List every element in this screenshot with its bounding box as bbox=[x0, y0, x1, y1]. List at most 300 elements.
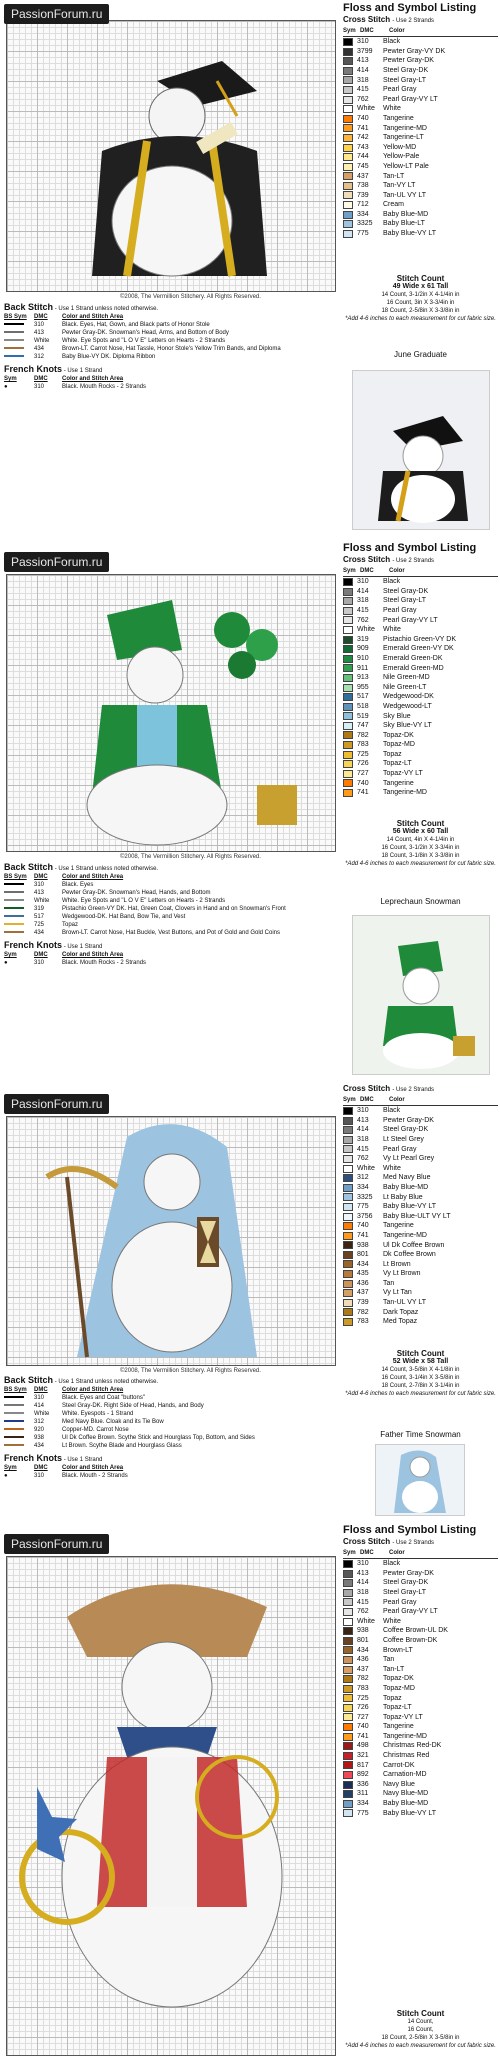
floss-dmc: 414 bbox=[357, 1126, 369, 1134]
floss-dmc: 938 bbox=[357, 1627, 369, 1635]
floss-dmc: 782 bbox=[357, 1675, 369, 1683]
backstitch-title: Back Stitch bbox=[4, 1375, 54, 1385]
floss-row bbox=[343, 587, 498, 597]
floss-dmc: 517 bbox=[357, 693, 369, 701]
bs-area: Pistachio Green-VY DK. Hat, Green Coat, Clovers in Hand and on Snowman's Front bbox=[62, 906, 286, 912]
floss-color: Sky Blue bbox=[383, 712, 411, 720]
floss-color: Pewter Gray-DK bbox=[383, 1569, 434, 1577]
floss-dmc: 334 bbox=[357, 1183, 369, 1191]
floss-row bbox=[343, 1106, 498, 1116]
floss-color: Tan-LT bbox=[383, 172, 405, 180]
floss-color: Vy Lt Tan bbox=[383, 1289, 412, 1297]
header-dmc: DMC bbox=[360, 27, 374, 34]
floss-symbol-icon bbox=[343, 1289, 353, 1297]
bs-area: Copper-MD. Carrot Nose bbox=[62, 1427, 129, 1433]
floss-symbol-icon bbox=[343, 770, 353, 778]
floss-row bbox=[343, 1665, 498, 1675]
floss-row bbox=[343, 673, 498, 683]
header-dmc: DMC bbox=[34, 314, 48, 320]
fabric-note: *Add 4-6 inches to each measurement for cut fabric size. bbox=[345, 2043, 496, 2049]
floss-dmc: 747 bbox=[357, 722, 369, 730]
floss-symbol-icon bbox=[343, 1646, 353, 1654]
snowman-father-time-figure bbox=[7, 1117, 337, 1367]
floss-symbol-icon bbox=[343, 1656, 353, 1664]
floss-dmc: 415 bbox=[357, 86, 369, 94]
floss-symbol-icon bbox=[343, 67, 353, 75]
floss-color: Tangerine-MD bbox=[383, 789, 427, 797]
floss-row bbox=[343, 1231, 498, 1241]
floss-dmc: 312 bbox=[357, 1174, 369, 1182]
floss-dmc: 783 bbox=[357, 741, 369, 749]
count-line: 16 Count, 3-1/2in X 3-3/4in in bbox=[381, 845, 460, 851]
floss-row bbox=[343, 596, 498, 606]
floss-color: Tan-UL VY LT bbox=[383, 1299, 427, 1307]
fk-dmc: 310 bbox=[34, 960, 45, 966]
floss-color: White bbox=[383, 1164, 401, 1172]
floss-row bbox=[343, 1154, 498, 1164]
floss-dmc: 909 bbox=[357, 645, 369, 653]
count-line: 18 Count, 2-5/8in X 3-5/8in in bbox=[381, 2035, 460, 2041]
floss-dmc: 519 bbox=[357, 712, 369, 720]
floss-dmc: White bbox=[357, 626, 375, 634]
floss-symbol-icon bbox=[343, 664, 353, 672]
floss-row bbox=[343, 1241, 498, 1251]
floss-dmc: 310 bbox=[357, 578, 369, 586]
floss-color: Tangerine-MD bbox=[383, 1231, 427, 1239]
floss-color: Med Topaz bbox=[383, 1318, 418, 1326]
bs-area: Pewter Gray-DK. Snowman's Head, Arms, and Bottom of Body bbox=[62, 330, 229, 336]
floss-row bbox=[343, 1626, 498, 1636]
floss-row bbox=[343, 1135, 498, 1145]
floss-color: Tan bbox=[383, 1656, 395, 1664]
bs-dmc: 434 bbox=[34, 1443, 45, 1449]
floss-color: Steel Gray-LT bbox=[383, 597, 427, 605]
floss-dmc: 727 bbox=[357, 1713, 369, 1721]
finished-thumbnail bbox=[352, 915, 490, 1075]
bs-area: Black. Eyes bbox=[62, 882, 94, 888]
stitch-count bbox=[343, 820, 498, 868]
floss-row bbox=[343, 229, 498, 239]
floss-dmc: 913 bbox=[357, 674, 369, 682]
floss-symbol-icon bbox=[343, 1704, 353, 1712]
floss-symbol-icon bbox=[343, 201, 353, 209]
pattern-cowboy-snowman bbox=[0, 1522, 500, 2063]
backstitch-legend: Back Stitch - Use 1 Strand unless noted otherwise. BS Sym DMC Color and Stitch Area 310 Black. Eyes, Hat, Gown, and Black parts of Honor Stole 413 Pewter Gray-DK. Snowman's Head, Arms, and Bottom of Body White White. Eye Spots and "L O V E" Letters on Hearts - 2 Strands 434 Brown-LT. Carrot Nose, Hat Tassle, Honor Stole's Yellow Trim Bands, and Diploma 312 Baby Blue-VY DK. Diploma Ribbon French Knots - Use 1 Strand Sym DMC Color and Stitch Area ● 310 Black. Mouth Rocks - 2 Strands bbox=[4, 302, 281, 390]
header-dmc: DMC bbox=[360, 1549, 374, 1556]
floss-dmc: 3325 bbox=[357, 220, 373, 228]
stitch-count-title: Stitch Count bbox=[396, 1349, 445, 1358]
floss-symbol-icon bbox=[343, 1694, 353, 1702]
fk-area: Black. Mouth Rocks - 2 Strands bbox=[62, 960, 147, 966]
floss-dmc: 310 bbox=[357, 1107, 369, 1115]
floss-dmc: White bbox=[357, 105, 375, 113]
header-color: Color bbox=[389, 1096, 405, 1103]
cross-stitch-title: Cross Stitch bbox=[343, 1084, 391, 1093]
floss-row bbox=[343, 191, 498, 201]
floss-color: Pewter Gray-DK bbox=[383, 57, 434, 65]
floss-color: Tan-UL VY LT bbox=[383, 191, 427, 199]
floss-row bbox=[343, 1193, 498, 1203]
floss-dmc: 740 bbox=[357, 1222, 369, 1230]
count-line: 16 Count, bbox=[407, 2027, 434, 2033]
pattern-caption: Leprechaun Snowman bbox=[380, 897, 461, 906]
floss-color: Topaz-MD bbox=[383, 1684, 415, 1692]
bs-dmc: 725 bbox=[34, 922, 45, 928]
floss-symbol-icon bbox=[343, 1733, 353, 1741]
header-color: Color bbox=[389, 27, 405, 34]
floss-dmc: 740 bbox=[357, 114, 369, 122]
floss-row bbox=[343, 721, 498, 731]
floss-dmc: 725 bbox=[357, 1694, 369, 1702]
floss-row bbox=[343, 1269, 498, 1279]
floss-row bbox=[343, 1684, 498, 1694]
watermark: PassionForum.ru bbox=[4, 552, 109, 572]
floss-color: Navy Blue-MD bbox=[383, 1790, 429, 1798]
floss-symbol-icon bbox=[343, 779, 353, 787]
backstitch-note: - Use 1 Strand unless noted otherwise. bbox=[54, 1379, 159, 1385]
french-knots-title: French Knots bbox=[4, 1453, 63, 1463]
floss-color: Pearl Gray bbox=[383, 1598, 417, 1606]
floss-dmc: 762 bbox=[357, 1608, 369, 1616]
floss-symbol-icon bbox=[343, 722, 353, 730]
floss-color: Carrot-DK bbox=[383, 1761, 415, 1769]
fk-area: Black. Mouth - 2 Strands bbox=[62, 1473, 128, 1479]
floss-symbol-icon bbox=[343, 172, 353, 180]
floss-symbol-icon bbox=[343, 741, 353, 749]
floss-symbol-icon bbox=[343, 1299, 353, 1307]
floss-dmc: 801 bbox=[357, 1251, 369, 1259]
floss-row bbox=[343, 1317, 498, 1327]
floss-row bbox=[343, 1703, 498, 1713]
floss-symbol-icon bbox=[343, 1145, 353, 1153]
floss-dmc: 955 bbox=[357, 683, 369, 691]
floss-symbol-icon bbox=[343, 1589, 353, 1597]
floss-row bbox=[343, 1761, 498, 1771]
floss-row bbox=[343, 683, 498, 693]
floss-dmc: 437 bbox=[357, 1289, 369, 1297]
watermark: PassionForum.ru bbox=[4, 1094, 109, 1114]
floss-dmc: 740 bbox=[357, 1723, 369, 1731]
backstitch-title: Back Stitch bbox=[4, 302, 54, 312]
floss-row bbox=[343, 1751, 498, 1761]
floss-dmc: 782 bbox=[357, 1308, 369, 1316]
floss-row bbox=[343, 1173, 498, 1183]
count-line: 18 Count, 2-5/8in X 3-3/8in in bbox=[381, 308, 460, 314]
floss-color: Tangerine bbox=[383, 114, 414, 122]
floss-row bbox=[343, 152, 498, 162]
floss-symbol-icon bbox=[343, 1579, 353, 1587]
floss-row bbox=[343, 56, 498, 66]
floss-symbol-icon bbox=[343, 693, 353, 701]
bs-dmc: 938 bbox=[34, 1435, 45, 1441]
floss-symbol-icon bbox=[343, 636, 353, 644]
floss-dmc: 321 bbox=[357, 1752, 369, 1760]
header-color: Color bbox=[389, 1549, 405, 1556]
count-line: 14 Count, 4in X 4-1/4in in bbox=[386, 837, 455, 843]
floss-dmc: 817 bbox=[357, 1761, 369, 1769]
floss-symbol-icon bbox=[343, 1618, 353, 1626]
floss-color: Baby Blue-VY LT bbox=[383, 1809, 437, 1817]
header-sym: Sym bbox=[4, 1465, 17, 1471]
floss-row bbox=[343, 76, 498, 86]
floss-dmc: 783 bbox=[357, 1318, 369, 1326]
french-knots-title: French Knots bbox=[4, 940, 63, 950]
snowman-leprechaun-figure bbox=[7, 575, 337, 853]
floss-symbol-icon bbox=[343, 1174, 353, 1182]
floss-dmc: 334 bbox=[357, 1800, 369, 1808]
pattern-leprechaun-snowman bbox=[0, 540, 500, 1082]
bs-area: Topaz bbox=[62, 922, 79, 928]
floss-color: Baby Blue-MD bbox=[383, 1183, 429, 1191]
floss-symbol-icon bbox=[343, 1213, 353, 1221]
floss-color: Tangerine bbox=[383, 1222, 414, 1230]
floss-color: Tangerine bbox=[383, 779, 414, 787]
floss-color: Tan bbox=[383, 1279, 395, 1287]
floss-row bbox=[343, 664, 498, 674]
floss-row bbox=[343, 104, 498, 114]
floss-color: Pewter Gray-VY DK bbox=[383, 47, 446, 55]
floss-row bbox=[343, 712, 498, 722]
floss-row bbox=[343, 1202, 498, 1212]
floss-row bbox=[343, 1713, 498, 1723]
floss-symbol-icon bbox=[343, 760, 353, 768]
floss-dmc: 712 bbox=[357, 201, 369, 209]
floss-symbol-icon bbox=[343, 211, 353, 219]
floss-dmc: 892 bbox=[357, 1771, 369, 1779]
floss-color: Brown-LT bbox=[383, 1646, 413, 1654]
floss-color: Tangerine-MD bbox=[383, 1732, 427, 1740]
stitch-count bbox=[343, 1350, 498, 1398]
bs-area: Baby Blue-VY DK. Diploma Ribbon bbox=[62, 354, 156, 360]
bs-area: White. Eye Spots and "L O V E" Letters on Hearts - 2 Strands bbox=[62, 338, 226, 344]
bs-area: Wedgewood-DK. Hat Band, Bow Tie, and Vest bbox=[62, 914, 186, 920]
floss-dmc: 741 bbox=[357, 1231, 369, 1239]
floss-row bbox=[343, 1607, 498, 1617]
floss-dmc: 762 bbox=[357, 95, 369, 103]
floss-row bbox=[343, 210, 498, 220]
floss-symbol-icon bbox=[343, 1675, 353, 1683]
floss-row bbox=[343, 1588, 498, 1598]
french-knots-title: French Knots bbox=[4, 364, 63, 374]
stitch-count bbox=[343, 275, 498, 323]
floss-color: Nile Green-LT bbox=[383, 683, 427, 691]
floss-color: Steel Gray-DK bbox=[383, 1126, 429, 1134]
floss-color: Christmas Red-DK bbox=[383, 1742, 442, 1750]
bs-area: Brown-LT. Carrot Nose, Hat Tassle, Honor Stole's Yellow Trim Bands, and Diploma bbox=[62, 346, 281, 352]
fk-dmc: 310 bbox=[34, 1473, 45, 1479]
floss-symbol-icon bbox=[343, 144, 353, 152]
floss-color: Vy Lt Pearl Grey bbox=[383, 1155, 435, 1163]
floss-dmc: 310 bbox=[357, 1560, 369, 1568]
floss-dmc: 435 bbox=[357, 1270, 369, 1278]
floss-dmc: 782 bbox=[357, 731, 369, 739]
floss-dmc: 415 bbox=[357, 606, 369, 614]
floss-color: White bbox=[383, 105, 401, 113]
floss-color: Pewter Gray-DK bbox=[383, 1116, 434, 1124]
floss-dmc: 3756 bbox=[357, 1212, 373, 1220]
floss-dmc: 437 bbox=[357, 1665, 369, 1673]
floss-color: Steel Gray-DK bbox=[383, 587, 429, 595]
floss-row bbox=[343, 654, 498, 664]
floss-panel bbox=[343, 1524, 498, 1818]
floss-color: Baby Blue-MD bbox=[383, 1800, 429, 1808]
floss-color: Baby Blue-LT bbox=[383, 220, 425, 228]
floss-symbol-icon bbox=[343, 712, 353, 720]
floss-color: Pistachio Green-VY DK bbox=[383, 635, 457, 643]
stitch-count-title: Stitch Count bbox=[396, 274, 445, 283]
bs-area: Brown-LT. Carrot Nose, Hat Buckle, Vest Buttons, and Pot of Gold and Gold Coins bbox=[62, 930, 280, 936]
backstitch-legend: Back Stitch - Use 1 Strand unless noted otherwise. BS Sym DMC Color and Stitch Area 310 Black. Eyes 413 Pewter Gray-DK. Snowman's Head, Hands, and Bottom White White. Eye Spots and "L O V E" Letters on Hearts - 2 Strands 319 Pistachio Green-VY DK. Hat, Green Coat, Clovers in Hand and on Snowman's Front 517 Wedgewood-DK. Hat Band, Bow Tie, and Vest 725 Topaz 434 Brown-LT. Carrot Nose, Hat Buckle, Vest Buttons, and Pot of Gold and Gold Coins French Knots - Use 1 Strand Sym DMC Color and Stitch Area ● 310 Black. Mouth Rocks - 2 Strands bbox=[4, 862, 286, 966]
stitch-count-size: 52 Wide x 58 Tall bbox=[392, 1358, 449, 1365]
bs-area: Ul Dk Coffee Brown. Scythe Stick and Hourglass Top, Bottom, and Sides bbox=[62, 1435, 255, 1441]
floss-dmc: 413 bbox=[357, 1569, 369, 1577]
floss-panel bbox=[343, 542, 498, 798]
floss-dmc: 775 bbox=[357, 230, 369, 238]
bs-dmc: 920 bbox=[34, 1427, 45, 1433]
floss-row bbox=[343, 1569, 498, 1579]
bs-dmc: 312 bbox=[34, 1419, 45, 1425]
floss-row bbox=[343, 1164, 498, 1174]
floss-row bbox=[343, 1578, 498, 1588]
bs-area: White. Eyespots - 1 Strand bbox=[62, 1411, 134, 1417]
fk-area: Black. Mouth Rocks - 2 Strands bbox=[62, 384, 147, 390]
floss-symbol-icon bbox=[343, 1790, 353, 1798]
header-bs-sym: BS Sym bbox=[4, 1387, 27, 1393]
floss-row bbox=[343, 1260, 498, 1270]
floss-row bbox=[343, 1617, 498, 1627]
floss-symbol-icon bbox=[343, 1598, 353, 1606]
cross-stitch-chart bbox=[6, 1116, 336, 1366]
floss-row bbox=[343, 625, 498, 635]
header-color-area: Color and Stitch Area bbox=[62, 1387, 124, 1393]
pattern-caption: June Graduate bbox=[394, 350, 447, 359]
finished-thumbnail bbox=[375, 1444, 465, 1516]
floss-symbol-icon bbox=[343, 1280, 353, 1288]
floss-symbol-icon bbox=[343, 1713, 353, 1721]
header-color: Color bbox=[389, 567, 405, 574]
floss-dmc: 318 bbox=[357, 1135, 369, 1143]
floss-color: Emerald Green-MD bbox=[383, 664, 444, 672]
floss-color: Steel Gray-DK bbox=[383, 66, 429, 74]
floss-color: Emerald Green-DK bbox=[383, 654, 443, 662]
bs-area: Black. Eyes and Coat "buttons" bbox=[62, 1395, 145, 1401]
backstitch-title: Back Stitch bbox=[4, 862, 54, 872]
floss-row bbox=[343, 731, 498, 741]
floss-symbol-icon bbox=[343, 1107, 353, 1115]
floss-symbol-icon bbox=[343, 153, 353, 161]
floss-dmc: 434 bbox=[357, 1646, 369, 1654]
floss-dmc: 336 bbox=[357, 1780, 369, 1788]
floss-symbol-icon bbox=[343, 1241, 353, 1249]
finished-thumbnail bbox=[352, 370, 490, 530]
floss-row bbox=[343, 1298, 498, 1308]
floss-color: Pearl Gray-VY LT bbox=[383, 95, 438, 103]
bs-dmc: 319 bbox=[34, 906, 45, 912]
floss-title: Floss and Symbol Listing bbox=[343, 1524, 477, 1536]
floss-color: Topaz-VY LT bbox=[383, 770, 423, 778]
pattern-caption: Father Time Snowman bbox=[380, 1430, 461, 1439]
header-color-area: Color and Stitch Area bbox=[62, 376, 124, 382]
floss-row bbox=[343, 133, 498, 143]
floss-color: Lt Steel Grey bbox=[383, 1135, 424, 1143]
floss-dmc: 742 bbox=[357, 134, 369, 142]
floss-symbol-icon bbox=[343, 703, 353, 711]
floss-color: Pearl Gray-VY LT bbox=[383, 616, 438, 624]
floss-row bbox=[343, 1780, 498, 1790]
floss-dmc: 414 bbox=[357, 66, 369, 74]
floss-symbol-icon bbox=[343, 1608, 353, 1616]
floss-color: Steel Gray-LT bbox=[383, 76, 427, 84]
floss-dmc: White bbox=[357, 1164, 375, 1172]
floss-dmc: 518 bbox=[357, 702, 369, 710]
french-knots-note: - Use 1 Strand bbox=[63, 368, 103, 374]
floss-color: Pearl Gray-VY LT bbox=[383, 1608, 438, 1616]
floss-dmc: 334 bbox=[357, 210, 369, 218]
floss-symbol-icon bbox=[343, 76, 353, 84]
header-color-area: Color and Stitch Area bbox=[62, 952, 124, 958]
floss-dmc: 414 bbox=[357, 1579, 369, 1587]
floss-dmc: 413 bbox=[357, 57, 369, 65]
floss-color: Pearl Gray bbox=[383, 606, 417, 614]
snowman-graduate-figure bbox=[7, 21, 337, 293]
floss-row bbox=[343, 1116, 498, 1126]
cross-stitch-title: Cross Stitch bbox=[343, 1537, 391, 1546]
floss-symbol-icon bbox=[343, 578, 353, 586]
bs-dmc: 517 bbox=[34, 914, 45, 920]
cross-stitch-title: Cross Stitch bbox=[343, 555, 391, 564]
floss-symbol-icon bbox=[343, 1136, 353, 1144]
floss-dmc: 910 bbox=[357, 654, 369, 662]
stitch-count-size: 49 Wide x 61 Tall bbox=[392, 283, 449, 290]
floss-symbol-icon bbox=[343, 191, 353, 199]
floss-panel bbox=[343, 2, 498, 239]
floss-dmc: 745 bbox=[357, 162, 369, 170]
floss-dmc: 762 bbox=[357, 616, 369, 624]
floss-symbol-icon bbox=[343, 1570, 353, 1578]
floss-title: Floss and Symbol Listing bbox=[343, 2, 477, 14]
floss-symbol-icon bbox=[343, 1742, 353, 1750]
floss-color: Dark Topaz bbox=[383, 1308, 419, 1316]
floss-color: Wedgewood-LT bbox=[383, 702, 432, 710]
floss-color: White bbox=[383, 626, 401, 634]
floss-row bbox=[343, 577, 498, 587]
floss-color: Baby Blue-VY LT bbox=[383, 230, 437, 238]
floss-row bbox=[343, 769, 498, 779]
floss-row bbox=[343, 219, 498, 229]
floss-symbol-icon bbox=[343, 124, 353, 132]
floss-symbol-icon bbox=[343, 1752, 353, 1760]
floss-symbol-icon bbox=[343, 1800, 353, 1808]
backstitch-note: - Use 1 Strand unless noted otherwise. bbox=[54, 866, 159, 872]
floss-row bbox=[343, 1308, 498, 1318]
header-sym: Sym bbox=[343, 1549, 356, 1556]
stitch-count-size: 56 Wide x 60 Tall bbox=[392, 828, 449, 835]
count-line: 14 Count, 3-5/8in X 4-1/8in in bbox=[381, 1367, 460, 1373]
floss-symbol-icon bbox=[343, 1270, 353, 1278]
floss-color: Tangerine-LT bbox=[383, 134, 424, 142]
floss-color: Steel Gray-DK bbox=[383, 1579, 429, 1587]
bs-dmc: 413 bbox=[34, 890, 45, 896]
cross-stitch-note: - Use 2 Strands bbox=[392, 1540, 435, 1546]
watermark: PassionForum.ru bbox=[4, 1534, 109, 1554]
floss-dmc: 311 bbox=[357, 1790, 369, 1798]
header-dmc: DMC bbox=[34, 1387, 48, 1393]
floss-dmc: 739 bbox=[357, 191, 369, 199]
fabric-note: *Add 4-6 inches to each measurement for cut fabric size. bbox=[345, 316, 496, 322]
floss-color: Steel Gray-LT bbox=[383, 1588, 427, 1596]
stitch-count bbox=[343, 2010, 498, 2050]
floss-dmc: 436 bbox=[357, 1656, 369, 1664]
